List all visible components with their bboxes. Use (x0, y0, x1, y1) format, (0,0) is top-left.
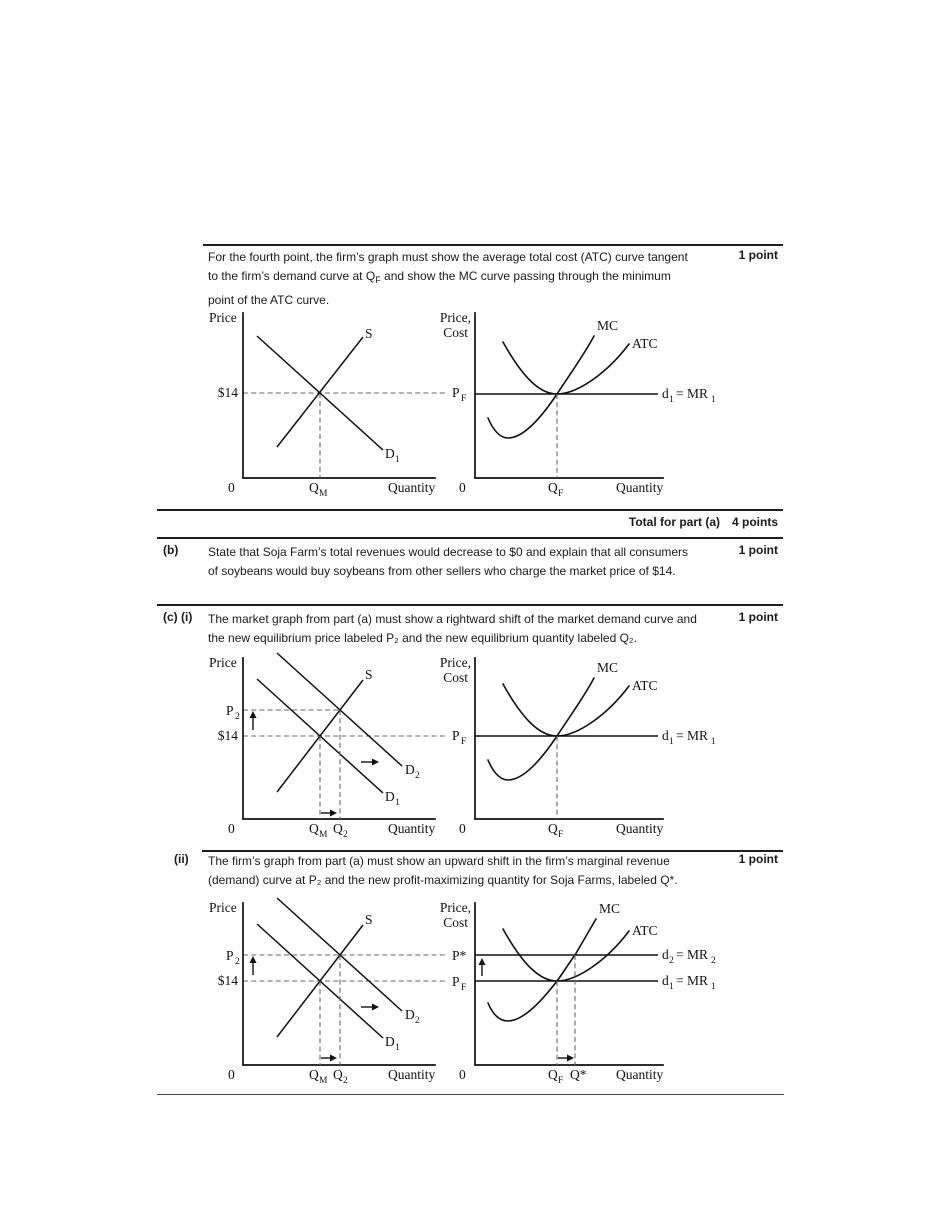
demand1-label: D (385, 1034, 395, 1049)
price-14-label: $14 (217, 973, 238, 988)
demand-shift-arrow-head (372, 759, 379, 766)
mr1-label: = MR (676, 386, 708, 401)
part-ci-text: The market graph from part (a) must show a rightward shift of the market demand curve and the new equilibrium price labeled P₂ and the new equilibrium quantity labeled Q₂. (208, 612, 697, 646)
mc-curve (488, 678, 594, 780)
qm-label-sub: M (319, 830, 328, 840)
price-up-arrow-head (250, 711, 257, 718)
market-xaxis-label: Quantity (388, 821, 436, 836)
mr2-label-sub: 2 (711, 956, 716, 966)
d1-label-sub: 1 (669, 982, 674, 992)
atc-label: ATC (632, 678, 658, 693)
total-part-a-label: Total for part (a) (628, 515, 720, 529)
demand2-label: D (405, 1007, 415, 1022)
part-ci-points: 1 point (738, 610, 778, 624)
mc-curve (488, 919, 596, 1021)
atc-label: ATC (632, 336, 658, 351)
firm-yaxis-label-2: Cost (443, 670, 468, 685)
qm-label: Q (309, 1067, 319, 1082)
firm-xaxis-label: Quantity (616, 821, 664, 836)
market-axes (243, 313, 435, 478)
atc-label: ATC (632, 923, 658, 938)
demand-shift-arrow-head (372, 1004, 379, 1011)
quantity-shift-arrow-head (330, 810, 337, 817)
price-14-label: $14 (217, 728, 238, 743)
p2-label-sub: 2 (235, 957, 240, 967)
mr1-label-sub: 1 (711, 982, 716, 992)
mr1-label-sub: 1 (711, 737, 716, 747)
divider-top (203, 244, 783, 246)
part-a-point4-text (208, 248, 698, 310)
firm-yaxis-label-1: Price, (439, 655, 471, 670)
firm-yaxis-label-1: Price, (439, 900, 471, 915)
market-origin: 0 (228, 480, 235, 495)
qm-label: Q (309, 821, 319, 836)
qf-label-sub: F (558, 489, 564, 499)
divider-below-total (157, 537, 783, 539)
market-xaxis-label: Quantity (388, 480, 436, 495)
d2-label-sub: 2 (669, 956, 674, 966)
demand2-label-sub: 2 (415, 1016, 420, 1026)
d1-label: d (662, 386, 669, 401)
qm-label: Q (309, 480, 319, 495)
divider-bottom (157, 1094, 784, 1095)
d1-label-sub: 1 (669, 737, 674, 747)
supply-label: S (365, 326, 373, 341)
pf-label: P (452, 974, 460, 989)
firm-origin: 0 (459, 1067, 466, 1082)
demand2-label-sub: 2 (415, 771, 420, 781)
q2-label-sub: 2 (343, 830, 348, 840)
atc-curve (503, 342, 629, 394)
mr1-label: = MR (676, 973, 708, 988)
part-cii-points: 1 point (738, 852, 778, 866)
p2-label: P (226, 703, 234, 718)
qf-label: Q (548, 821, 558, 836)
qf-label: Q (548, 1067, 558, 1082)
part-b-text: State that Soja Farm’s total revenues would decrease to $0 and explain that all consumers of soybeans would buy soybeans from other sellers who charge the market price of $14. (208, 545, 689, 579)
qm-label-sub: M (319, 489, 328, 499)
figure-part-cii (195, 895, 790, 1090)
pstar-label: P* (452, 948, 467, 963)
market-origin: 0 (228, 1067, 235, 1082)
mc-label: MC (597, 318, 619, 333)
part-cii-text: The firm’s graph from part (a) must show an upward shift in the firm’s marginal revenue (demand) curve at P₂ and the new profit-maximizing quantity for Soja Farms, labeled Q*. (208, 854, 678, 888)
part-a-point4-text-1: For the fourth point, the firm’s graph must show the average total cost (ATC) curve tangent to the firm’s demand curve at Q (208, 250, 688, 284)
market-yaxis-label: Price (209, 310, 237, 325)
qstar-label: Q* (570, 1067, 587, 1082)
qf-label-sub: F (558, 1076, 564, 1086)
demand1-label-sub: 1 (395, 798, 400, 808)
part-ci-label: (c) (i) (163, 610, 193, 624)
figure-part-ci (195, 650, 790, 845)
supply-label: S (365, 667, 373, 682)
p2-label: P (226, 948, 234, 963)
firm-origin: 0 (459, 821, 466, 836)
demand1-label-sub: 1 (395, 455, 400, 465)
firm-yaxis-label-2: Cost (443, 915, 468, 930)
qm-label-sub: M (319, 1076, 328, 1086)
mc-label: MC (597, 660, 619, 675)
pf-label-sub: F (461, 737, 467, 747)
part-b-points: 1 point (738, 543, 778, 557)
price-14-label: $14 (217, 385, 238, 400)
mr1-label-sub: 1 (711, 395, 716, 405)
pf-label-sub: F (461, 394, 467, 404)
pf-label-sub: F (461, 983, 467, 993)
subscript-f: F (375, 275, 381, 286)
pf-label: P (452, 728, 460, 743)
mr-up-arrow-head (479, 958, 486, 965)
market-axes (243, 658, 435, 819)
supply-label: S (365, 912, 373, 927)
quantity-shift-arrow-head (330, 1055, 337, 1062)
d1-label: d (662, 728, 669, 743)
firm-xaxis-label: Quantity (616, 480, 664, 495)
price-up-arrow-head (250, 956, 257, 963)
d1-label: d (662, 973, 669, 988)
market-xaxis-label: Quantity (388, 1067, 436, 1082)
part-cii-label: (ii) (174, 852, 189, 866)
demand1-label: D (385, 446, 395, 461)
total-part-a-points: 4 points (731, 515, 778, 529)
firm-origin: 0 (459, 480, 466, 495)
firm-yaxis-label-2: Cost (443, 325, 468, 340)
part-a-point4-points: 1 point (738, 248, 778, 262)
mr2-label: = MR (676, 947, 708, 962)
qf-label: Q (548, 480, 558, 495)
divider-above-ci (157, 604, 783, 606)
market-axes (243, 903, 435, 1065)
mc-curve (488, 336, 594, 438)
q2-label: Q (333, 1067, 343, 1082)
pf-label: P (452, 385, 460, 400)
demand1-label-sub: 1 (395, 1043, 400, 1053)
q2-label: Q (333, 821, 343, 836)
part-b-label: (b) (163, 543, 179, 557)
demand2-label: D (405, 762, 415, 777)
mr1-label: = MR (676, 728, 708, 743)
market-yaxis-label: Price (209, 900, 237, 915)
firm-xaxis-label: Quantity (616, 1067, 664, 1082)
d1-label-sub: 1 (669, 395, 674, 405)
qf-label-sub: F (558, 830, 564, 840)
demand1-label: D (385, 789, 395, 804)
mc-label: MC (599, 901, 621, 916)
firm-yaxis-label-1: Price, (439, 310, 471, 325)
divider-above-total (157, 509, 783, 511)
q2-label-sub: 2 (343, 1076, 348, 1086)
firm-quantity-shift-arrow-head (567, 1055, 574, 1062)
figure-part-a (195, 308, 790, 503)
market-origin: 0 (228, 821, 235, 836)
d2-label: d (662, 947, 669, 962)
market-yaxis-label: Price (209, 655, 237, 670)
atc-curve (503, 684, 629, 736)
p2-label-sub: 2 (235, 712, 240, 722)
part-a-point4-text-2: and show the MC curve passing through the minimum point of the ATC curve. (208, 269, 671, 307)
